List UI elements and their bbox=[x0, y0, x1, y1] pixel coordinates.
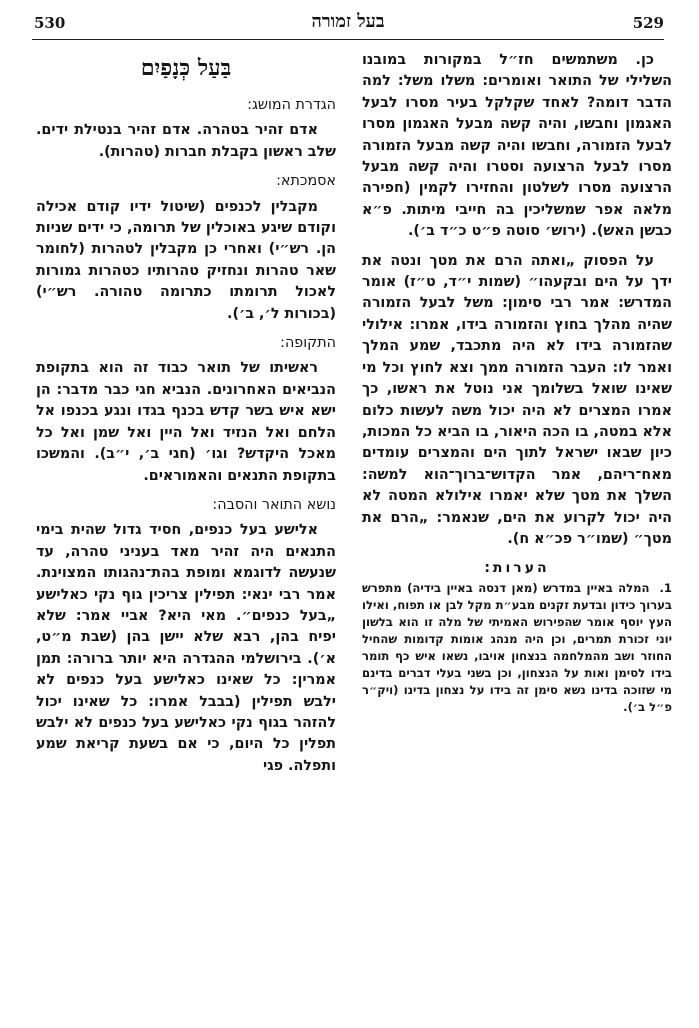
section-text: ראשיתו של תואר כבוד זה הוא בתקופת הנביאים האחרונים. הנביא חגי כבר מדבר: הן ישא איש בשר קדש בכנף בגדו ונגע בכנפו אל הלחם ואל הנזיד ואל היין ואל שמן ואל כל מאכל היקדש? וגו׳ (חגי ב׳, י״ב). והמשכו בתקופת התנאים והאמוראים. bbox=[36, 360, 336, 484]
section-text: אלישע בעל כנפים, חסיד גדול שהית בימי התנאים היה זהיר מאד בעניני טהרה, עד שנעשה לדוגמא ומופת בהת־נהגותו המצוינת. אמר רבי ינאי: תפילין צריכין גוף נקי כאלישע „בעל כנפים״. מאי היא? אביי אמר: שלא יפיח בהן, רבא שלא יישן בהן (שבת מ״ט, א׳). בירושלמי ההגדרה היא יותר ברורה: תמן אמרין: כל שאינו כאלישע בעל כנפים לא ילבש תפילין (בבבל אמרו: כל שאינו יכול להזהר בגוף נקי כאלישע בעל כנפים לא ילבש תפלין כל היום, כי אם בשעת קריאת שמע ותפלה. פגי bbox=[36, 522, 336, 774]
section-text: מקבלין לכנפים (שיטול ידיו קודם אכילה וקודם שיגע באוכלין של תרומה, כי ידים שניות הן. רש״י) ואחרי כן מקבלין לטהרות (לחומר שאר טהרות ונחזיק טהרותיו כטהרות גמורות לאכול תרומתו כתרומה טהורה. רש״י) (בכורות ל׳, ב׳). bbox=[36, 198, 336, 322]
right-column bbox=[362, 50, 672, 716]
notes-title: הערות: bbox=[484, 560, 550, 577]
section-text: אדם זהיר בטהרה. אדם זהיר בנטילת ידים. שלב ראשון בקבלת חברות (טהרות). bbox=[36, 122, 336, 160]
left-column bbox=[36, 50, 336, 777]
section-heading: אסמכתא: bbox=[276, 173, 336, 190]
footnote bbox=[362, 580, 672, 716]
section-heading: נושא התואר והסבה: bbox=[212, 496, 336, 513]
page-number-right: 529 bbox=[632, 14, 664, 32]
section-heading: הגדרת המושג: bbox=[247, 97, 336, 113]
paragraph: כן. משתמשים חז״ל במקורות במובנו השלילי של התואר ואומרים: משלו משל: למה הדבר דומה? לאחד שקלקל בעיר מסרו לבעל האגמון וחבשו, והיה קשה מבעל האגמון מסרו לבעל הזמורה, וחבשו והיה קשה מבעל הזמורה מסרו לבעל הרצועה וסטרו והיה קשה מבעל הרצועה מסרו לשלטון והחזירו לקמין (חפירה מלאה אפר שמשליכין בה חייבי מיתות. פ״א כבשן האש). (ירוש׳ סוטה פ״ט כ״ד ב׳). bbox=[362, 52, 672, 240]
page-number-left: 530 bbox=[34, 14, 66, 32]
section-heading: התקופה: bbox=[280, 335, 336, 352]
running-title: בעל זמורה bbox=[311, 11, 385, 32]
footnote-number: 1. bbox=[659, 581, 672, 596]
header-rule bbox=[32, 39, 664, 40]
entry-title: בַּעַל כְּנָפַיִם bbox=[140, 55, 232, 81]
paragraph: על הפסוק „ואתה הרם את מטך ונטה את ידך על הים ובקעהו״ (שמות י״ד, ט״ז) אומר המדרש: אמר רבי סימון: משל לבעל הזמורה שהיה מהלך בחוץ והזמורה בידו, אמרו: אילולי שהזמורה בידו לא היה מתכבד, שמע המלך ואמר לו: העבר הזמורה ממך וצא לחוץ וכל מי שאינו שואל בשלומך אני נוטל את ראשו, כך אמרו המצרים לא היה יכול משה לעשות כלום אלא במטה, בו הכה היאור, בו הביא כל המכות, כיון שבאו ישראל לתוך הים והמצרים עומדים מאח־ריהם, אמר הקדוש־ברוך־הוא למשה: השלך את מטך שלא יאמרו אילולא המטה לא היה יכול לקרוע את הים, שנאמר: „הרם את מטך״ (שמו״ר פכ״א ח). bbox=[362, 252, 672, 547]
footnote-text: המלה באיין במדרש (מאן דנסה באיין בידיה) מתפרש בערוך כידון ובדעת זקנים מבע״ת מקל לבן או תפוח, ואילו העץ יוסף אומר שהפירוש האמיתי של מלה זו הוא בלשון יוני זכורת תמרים, וכן היה מנהג אומות קדומות שהחיל החוזר ושב מהמלחמה בנצחון אויבו, נשאו איש כף תומר בידו לסימן ואות על הנצחון, וכן בשני בעלי דברים בדינם מי שזוכה בדינו נשא סימן זה בידו על נצחון בדינו (ויק״ר פ״ל ב׳). bbox=[362, 581, 672, 715]
page-header bbox=[32, 11, 664, 40]
